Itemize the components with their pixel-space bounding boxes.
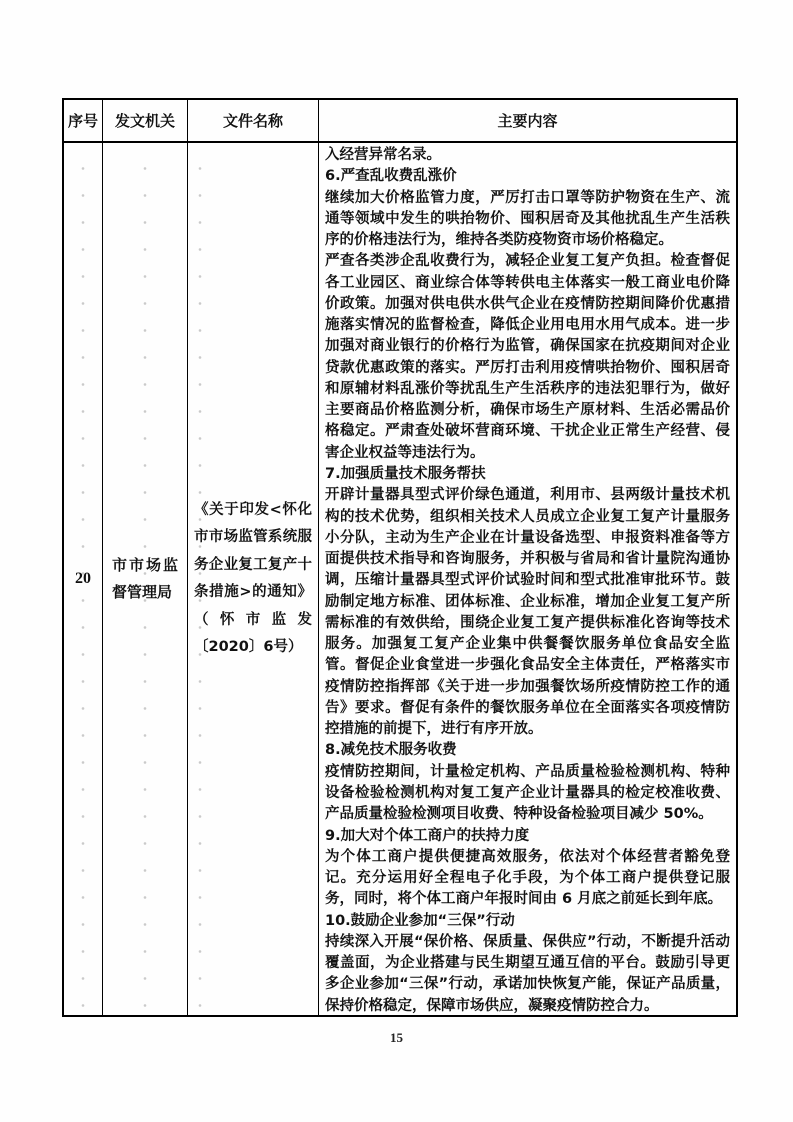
cell-document-name [187, 143, 318, 1015]
serial-number-value: 20 [75, 570, 91, 587]
content-paragraph: 入经营异常名录。 [325, 147, 441, 163]
header-serial-number: 序号 [67, 111, 98, 130]
header-issuing-agency: 发文机关 [102, 100, 187, 141]
content-paragraph: 8.减免技术服务收费 [325, 742, 457, 759]
table-body-row [64, 143, 736, 1015]
header-main-content: 主要内容 [318, 100, 736, 141]
content-paragraph: 继续加大价格监管力度，严厉打击口罩等防护物资在生产、流通等领域中发生的哄抬物价、囤积居奇及其他扰乱生产生活秩序的价格违法行为，维持各类防疫物资市场价格稳定。 [325, 189, 730, 249]
content-paragraph: 为个体工商户提供便捷高效服务，依法对个体经营者豁免登记。充分运用好全程电子化手段，为个体工商户提供登记服务，同时，将个体工商户年报时间由 6 月底之前延长到年底。 [325, 848, 730, 908]
header-document-name: 文件名称 [187, 100, 318, 141]
cell-main-content [318, 143, 736, 1015]
cell-issuing-agency [102, 143, 187, 1015]
content-paragraph: 9.加大对个体工商户的扶持力度 [325, 827, 530, 844]
content-paragraph: 7.加强质量技术服务帮扶 [325, 465, 486, 482]
document-table [62, 98, 738, 1017]
content-paragraph: 6.严查乱收费乱涨价 [325, 168, 457, 185]
page-number: 15 [390, 1030, 403, 1045]
content-paragraph: 严查各类涉企乱收费行为，减轻企业复工复产负担。检查督促各工业园区、商业综合体等转供电主体落实一般工商业电价降价政策。加强对供电供水供气企业在疫情防控期间降价优惠措施落实情况的监督检查，降低企业用电用水用气成本。进一步加强对商业银行的价格行为监管，确保国家在抗疫期间对企业贷款优惠政策的落实。严厉打击利用疫情哄抬物价、囤积居奇和原辅材料乱涨价等扰乱生产生活秩序的违法犯罪行为，做好主要商品价格监测分析，确保市场生产原材料、生活必需品价格稳定。严肃查处破坏营商环境、干扰企业正常生产经营、侵害企业权益等违法行为。 [325, 253, 730, 461]
document-name-value: 《关于印发<怀化市市场监管系统服务企业复工复产十条措施>的通知》（怀市监发〔2020〕6号） [194, 501, 312, 655]
content-paragraph: 10.鼓励企业参加“三保”行动 [325, 912, 515, 929]
cell-serial-number [64, 143, 102, 1015]
issuing-agency-value: 市市场监督管理局 [112, 556, 178, 601]
content-paragraph: 开辟计量器具型式评价绿色通道，利用市、县两级计量技术机构的技术优势，组织相关技术人员成立企业复工复产计量服务小分队，主动为生产企业在计量设备选型、申报资料准备等方面提供技术指导和咨询服务，并积极与省局和省计量院沟通协调，压缩计量器具型式评价试验时间和型式批准审批环节。鼓励制定地方标准、团体标准、企业标准，增加企业复工复产所需标准的有效供给，围绕企业复工复产提供标准化咨询等技术服务。加强复工复产企业集中供餐餐饮服务单位食品安全监管。督促企业食堂进一步强化食品安全主体责任，严格落实市疫情防控指挥部《关于进一步加强餐饮场所疫情防控工作的通告》要求。督促有条件的餐饮服务单位在全面落实各项疫情防控措施的前提下，进行有序开放。 [325, 487, 730, 738]
table-header-row [64, 100, 736, 143]
content-paragraph: 持续深入开展“保价格、保质量、保供应”行动，不断提升活动覆盖面，为企业搭建与民生期望互通互信的平台。鼓励引导更多企业参加“三保”行动，承诺加快恢复产能，保证产品质量，保持价格稳定，保障市场供应，凝聚疫情防控合力。 [325, 933, 730, 1014]
content-paragraph: 疫情防控期间，计量检定机构、产品质量检验检测机构、特种设备检验检测机构对复工复产企业计量器具的检定校准收费、产品质量检验检测项目收费、特种设备检验项目减少 50%。 [325, 763, 730, 823]
